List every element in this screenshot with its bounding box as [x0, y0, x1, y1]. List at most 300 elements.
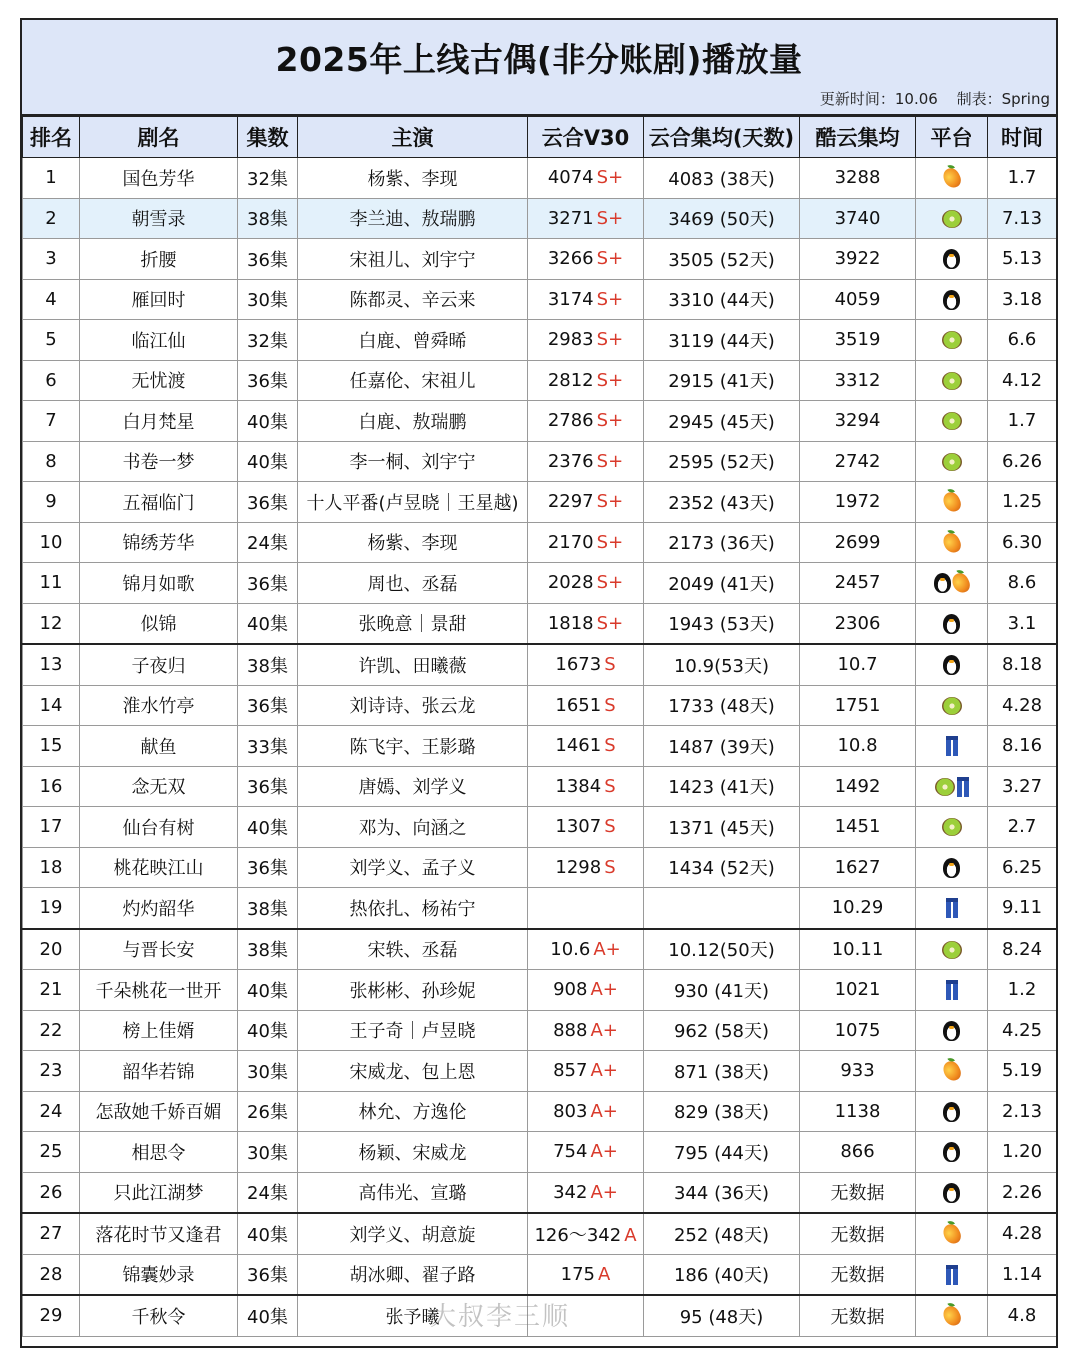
platform-icons	[943, 655, 960, 675]
episodes-cell: 38集	[238, 644, 298, 685]
table-row	[23, 522, 1057, 563]
cast-cell: 陈飞宇、王影璐	[298, 726, 528, 767]
platform-cell	[916, 1213, 988, 1254]
cast-cell: 白鹿、敖瑞鹏	[298, 401, 528, 442]
platform-icons	[942, 331, 962, 349]
grade-badge: S+	[596, 167, 624, 189]
v30-cell	[528, 1172, 644, 1213]
episodes-cell: 40集	[238, 441, 298, 482]
col-kuyun: 酷云集均	[800, 117, 916, 158]
grade-badge: S+	[596, 491, 624, 513]
date-cell: 1.25	[988, 482, 1057, 523]
platform-icons	[942, 412, 962, 430]
platform-cell	[916, 1172, 988, 1213]
title-cell: 白月梵星	[80, 401, 238, 442]
episodes-cell: 38集	[238, 929, 298, 970]
avg-cell: 829 (38天)	[644, 1091, 800, 1132]
table-row	[23, 441, 1057, 482]
rank-cell: 19	[23, 888, 80, 929]
episodes-cell: 38集	[238, 888, 298, 929]
grade-badge: S	[604, 694, 616, 716]
v30-value: 2812	[547, 369, 594, 391]
grade-badge: S+	[596, 207, 624, 229]
rank-cell: 9	[23, 482, 80, 523]
table-row	[23, 563, 1057, 604]
episodes-cell: 40集	[238, 1010, 298, 1051]
episodes-cell: 36集	[238, 482, 298, 523]
title-cell: 临江仙	[80, 320, 238, 361]
episodes-cell: 36集	[238, 847, 298, 888]
episodes-cell: 36集	[238, 766, 298, 807]
title-cell: 折腰	[80, 239, 238, 280]
cast-cell: 陈都灵、辛云来	[298, 279, 528, 320]
platform-cell	[916, 847, 988, 888]
v30-cell	[528, 158, 644, 199]
title-cell: 锦囊妙录	[80, 1254, 238, 1295]
grade-badge: S	[604, 735, 616, 757]
table-row	[23, 644, 1057, 685]
avg-cell: 795 (44天)	[644, 1132, 800, 1173]
date-cell: 8.6	[988, 563, 1057, 604]
date-cell: 1.7	[988, 158, 1057, 199]
kuyun-cell: 866	[800, 1132, 916, 1173]
platform-cell	[916, 441, 988, 482]
title-cell: 朝雪录	[80, 198, 238, 239]
platform-icons	[935, 777, 969, 797]
col-title: 剧名	[80, 117, 238, 158]
avg-cell: 930 (41天)	[644, 970, 800, 1011]
kuyun-cell: 1451	[800, 807, 916, 848]
platform-icons	[944, 1224, 960, 1244]
platform-cell	[916, 929, 988, 970]
v30-value: 2983	[547, 329, 594, 351]
sheet-title: 2025年上线古偶(非分账剧)播放量	[275, 40, 803, 79]
table-row	[23, 1010, 1057, 1051]
kuyun-cell: 2742	[800, 441, 916, 482]
avg-cell: 1434 (52天)	[644, 847, 800, 888]
grade-badge: S+	[596, 612, 624, 634]
cast-cell: 许凯、田曦薇	[298, 644, 528, 685]
v30-cell	[528, 766, 644, 807]
date-cell: 3.1	[988, 603, 1057, 644]
table-row	[23, 482, 1057, 523]
penguin-icon	[943, 1142, 960, 1162]
title-cell: 千秋令	[80, 1295, 238, 1336]
rank-cell: 16	[23, 766, 80, 807]
avg-cell: 871 (38天)	[644, 1051, 800, 1092]
grade-badge: A+	[590, 1181, 618, 1203]
platform-icons	[942, 941, 962, 959]
platform-icons	[946, 980, 958, 1000]
table-row	[23, 603, 1057, 644]
episodes-cell: 24集	[238, 1172, 298, 1213]
rank-cell: 4	[23, 279, 80, 320]
kuyun-cell: 无数据	[800, 1254, 916, 1295]
cast-cell: 张予曦	[298, 1295, 528, 1336]
v30-cell	[528, 888, 644, 929]
table-row	[23, 401, 1057, 442]
v30-cell	[528, 644, 644, 685]
platform-cell	[916, 766, 988, 807]
v30-cell	[528, 279, 644, 320]
rank-cell: 6	[23, 360, 80, 401]
date-cell: 1.2	[988, 970, 1057, 1011]
episodes-cell: 36集	[238, 685, 298, 726]
cast-cell: 李一桐、刘宇宁	[298, 441, 528, 482]
title-cell: 子夜归	[80, 644, 238, 685]
mango-icon	[940, 1059, 963, 1084]
kuyun-cell: 4059	[800, 279, 916, 320]
penguin-icon	[943, 858, 960, 878]
title-cell: 相思令	[80, 1132, 238, 1173]
title-cell: 韶华若锦	[80, 1051, 238, 1092]
rank-cell: 21	[23, 970, 80, 1011]
platform-cell	[916, 239, 988, 280]
cast-cell: 杨颖、宋威龙	[298, 1132, 528, 1173]
title-cell: 国色芳华	[80, 158, 238, 199]
kuyun-cell: 10.29	[800, 888, 916, 929]
grade-badge: S+	[596, 288, 624, 310]
v30-value: 1673	[555, 654, 602, 676]
avg-cell: 962 (58天)	[644, 1010, 800, 1051]
avg-cell: 2173 (36天)	[644, 522, 800, 563]
episodes-cell: 40集	[238, 1213, 298, 1254]
platform-cell	[916, 1051, 988, 1092]
kuyun-cell: 10.8	[800, 726, 916, 767]
rank-cell: 11	[23, 563, 80, 604]
platform-icons	[943, 614, 960, 634]
grade-badge: A+	[590, 1141, 618, 1163]
platform-cell	[916, 685, 988, 726]
table-row	[23, 685, 1057, 726]
cast-cell: 张彬彬、孙珍妮	[298, 970, 528, 1011]
kiwi-icon	[942, 697, 962, 715]
kuyun-cell: 无数据	[800, 1172, 916, 1213]
sheet-header	[22, 20, 1056, 116]
grade-badge: S	[604, 856, 616, 878]
grade-badge: S+	[596, 450, 624, 472]
mango-icon	[940, 1222, 963, 1247]
platform-cell	[916, 1010, 988, 1051]
v30-value: 754	[553, 1141, 588, 1163]
v30-cell	[528, 970, 644, 1011]
cast-cell: 杨紫、李现	[298, 522, 528, 563]
episodes-cell: 30集	[238, 279, 298, 320]
v30-cell	[528, 929, 644, 970]
date-cell: 4.25	[988, 1010, 1057, 1051]
platform-cell	[916, 158, 988, 199]
cast-cell: 任嘉伦、宋祖儿	[298, 360, 528, 401]
avg-cell: 1423 (41天)	[644, 766, 800, 807]
v30-value: 3266	[547, 248, 594, 270]
grade-badge: S+	[596, 329, 624, 351]
episodes-cell: 36集	[238, 360, 298, 401]
v30-value: 1461	[555, 735, 602, 757]
title-cell: 似锦	[80, 603, 238, 644]
platform-icons	[942, 210, 962, 228]
kuyun-cell: 3294	[800, 401, 916, 442]
grade-badge: A+	[590, 1100, 618, 1122]
platform-cell	[916, 644, 988, 685]
date-cell: 4.8	[988, 1295, 1057, 1336]
platform-cell	[916, 603, 988, 644]
cast-cell: 王子奇｜卢昱晓	[298, 1010, 528, 1051]
kuyun-cell: 10.7	[800, 644, 916, 685]
title-cell: 千朵桃花一世开	[80, 970, 238, 1011]
avg-cell: 3119 (44天)	[644, 320, 800, 361]
v30-cell	[528, 441, 644, 482]
platform-icons	[942, 453, 962, 471]
table-row	[23, 1254, 1057, 1295]
table-row	[23, 1172, 1057, 1213]
avg-cell: 252 (48天)	[644, 1213, 800, 1254]
grade-badge: S+	[596, 572, 624, 594]
update-time: 更新时间：10.06	[819, 90, 938, 108]
date-cell: 6.30	[988, 522, 1057, 563]
mango-icon	[950, 571, 973, 596]
mango-icon	[940, 530, 963, 555]
v30-value: 126～342	[534, 1224, 622, 1246]
avg-cell: 2352 (43天)	[644, 482, 800, 523]
platform-cell	[916, 970, 988, 1011]
v30-value: 2376	[547, 450, 594, 472]
date-cell: 3.18	[988, 279, 1057, 320]
rank-cell: 17	[23, 807, 80, 848]
table-row	[23, 1132, 1057, 1173]
kuyun-cell: 无数据	[800, 1213, 916, 1254]
date-cell: 6.25	[988, 847, 1057, 888]
title-cell: 仙台有树	[80, 807, 238, 848]
date-cell: 8.16	[988, 726, 1057, 767]
kuyun-cell: 3740	[800, 198, 916, 239]
platform-cell	[916, 1091, 988, 1132]
date-cell: 6.26	[988, 441, 1057, 482]
cast-cell: 刘学义、孟子义	[298, 847, 528, 888]
title-cell: 榜上佳婿	[80, 1010, 238, 1051]
episodes-cell: 26集	[238, 1091, 298, 1132]
grade-badge: A+	[590, 979, 618, 1001]
penguin-icon	[943, 614, 960, 634]
platform-cell	[916, 522, 988, 563]
table-row	[23, 279, 1057, 320]
rank-cell: 22	[23, 1010, 80, 1051]
v30-value: 888	[553, 1019, 588, 1041]
rank-cell: 3	[23, 239, 80, 280]
kuyun-cell: 1972	[800, 482, 916, 523]
grade-badge: A+	[593, 938, 621, 960]
cast-cell: 胡冰卿、翟子路	[298, 1254, 528, 1295]
table-row	[23, 158, 1057, 199]
kiwi-icon	[942, 453, 962, 471]
platform-icons	[942, 818, 962, 836]
kiwi-icon	[942, 412, 962, 430]
title-cell: 雁回时	[80, 279, 238, 320]
table-row	[23, 807, 1057, 848]
table-row	[23, 198, 1057, 239]
penguin-icon	[943, 290, 960, 310]
platform-icons	[946, 736, 958, 756]
table-row	[23, 726, 1057, 767]
platform-icons	[942, 697, 962, 715]
platform-cell	[916, 563, 988, 604]
penguin-icon	[943, 1183, 960, 1203]
grade-badge: S+	[596, 248, 624, 270]
date-cell: 4.28	[988, 685, 1057, 726]
kuyun-cell: 3519	[800, 320, 916, 361]
avg-cell: 186 (40天)	[644, 1254, 800, 1295]
title-cell: 五福临门	[80, 482, 238, 523]
v30-cell	[528, 1213, 644, 1254]
rank-cell: 1	[23, 158, 80, 199]
episodes-cell: 32集	[238, 158, 298, 199]
avg-cell: 2945 (45天)	[644, 401, 800, 442]
rank-cell: 28	[23, 1254, 80, 1295]
avg-cell: 3505 (52天)	[644, 239, 800, 280]
v30-value: 175	[560, 1263, 596, 1285]
ranking-sheet	[20, 18, 1058, 1348]
grade-badge: S	[604, 775, 616, 797]
penguin-icon	[943, 1021, 960, 1041]
rank-cell: 20	[23, 929, 80, 970]
mango-icon	[940, 166, 963, 191]
rank-cell: 14	[23, 685, 80, 726]
v30-cell	[528, 1051, 644, 1092]
v30-value: 803	[553, 1100, 588, 1122]
v30-value: 342	[553, 1181, 588, 1203]
rank-cell: 5	[23, 320, 80, 361]
rank-cell: 27	[23, 1213, 80, 1254]
grade-badge: S+	[596, 369, 624, 391]
platform-icons	[943, 858, 960, 878]
table-row	[23, 766, 1057, 807]
avg-cell: 2049 (41天)	[644, 563, 800, 604]
v30-value: 2786	[547, 410, 594, 432]
avg-cell: 1487 (39天)	[644, 726, 800, 767]
cast-cell: 张晚意｜景甜	[298, 603, 528, 644]
avg-cell: 1943 (53天)	[644, 603, 800, 644]
avg-cell: 10.9(53天)	[644, 644, 800, 685]
table-row	[23, 1091, 1057, 1132]
v30-value: 1384	[555, 775, 602, 797]
table-row	[23, 847, 1057, 888]
date-cell: 3.27	[988, 766, 1057, 807]
date-cell: 4.28	[988, 1213, 1057, 1254]
platform-icons	[944, 1061, 960, 1081]
episodes-cell: 24集	[238, 522, 298, 563]
penguin-icon	[943, 249, 960, 269]
kiwi-icon	[942, 372, 962, 390]
title-cell: 落花时节又逢君	[80, 1213, 238, 1254]
episodes-cell: 30集	[238, 1132, 298, 1173]
cast-cell: 宋威龙、包上恩	[298, 1051, 528, 1092]
rank-cell: 10	[23, 522, 80, 563]
kiwi-icon	[935, 778, 955, 796]
platform-cell	[916, 360, 988, 401]
avg-cell: 1733 (48天)	[644, 685, 800, 726]
table-row	[23, 929, 1057, 970]
kuyun-cell: 3288	[800, 158, 916, 199]
title-cell: 只此江湖梦	[80, 1172, 238, 1213]
date-cell: 1.14	[988, 1254, 1057, 1295]
avg-cell: 10.12(50天)	[644, 929, 800, 970]
platform-cell	[916, 279, 988, 320]
rank-cell: 2	[23, 198, 80, 239]
v30-value: 10.6	[550, 938, 591, 960]
date-cell: 4.12	[988, 360, 1057, 401]
col-platform: 平台	[916, 117, 988, 158]
grade-badge: A+	[590, 1060, 618, 1082]
cast-cell: 李兰迪、敖瑞鹏	[298, 198, 528, 239]
avg-cell: 344 (36天)	[644, 1172, 800, 1213]
col-date: 时间	[988, 117, 1057, 158]
ranking-table	[22, 116, 1057, 1337]
kiwi-icon	[942, 941, 962, 959]
platform-icons	[943, 1142, 960, 1162]
kuyun-cell: 3922	[800, 239, 916, 280]
kuyun-cell: 1075	[800, 1010, 916, 1051]
title-cell: 念无双	[80, 766, 238, 807]
platform-cell	[916, 401, 988, 442]
title-cell: 锦月如歌	[80, 563, 238, 604]
platform-cell	[916, 482, 988, 523]
title-cell: 书卷一梦	[80, 441, 238, 482]
avg-cell: 3310 (44天)	[644, 279, 800, 320]
table-row	[23, 970, 1057, 1011]
v30-value: 2028	[547, 572, 594, 594]
table-row	[23, 1213, 1057, 1254]
v30-cell	[528, 522, 644, 563]
platform-icons	[943, 1183, 960, 1203]
avg-cell: 1371 (45天)	[644, 807, 800, 848]
episodes-cell: 36集	[238, 1254, 298, 1295]
rank-cell: 24	[23, 1091, 80, 1132]
kiwi-icon	[942, 818, 962, 836]
sheet-meta	[806, 88, 1050, 109]
col-rank: 排名	[23, 117, 80, 158]
platform-icons	[944, 1306, 960, 1326]
cast-cell: 热依扎、杨祐宁	[298, 888, 528, 929]
title-cell: 献鱼	[80, 726, 238, 767]
episodes-cell: 36集	[238, 239, 298, 280]
date-cell: 2.13	[988, 1091, 1057, 1132]
kuyun-cell: 3312	[800, 360, 916, 401]
episodes-cell: 40集	[238, 807, 298, 848]
kuyun-cell: 933	[800, 1051, 916, 1092]
avg-cell: 2595 (52天)	[644, 441, 800, 482]
kuyun-cell: 1751	[800, 685, 916, 726]
title-cell: 桃花映江山	[80, 847, 238, 888]
platform-icons	[944, 492, 960, 512]
penguin-icon	[943, 655, 960, 675]
rank-cell: 7	[23, 401, 80, 442]
v30-value: 2170	[547, 531, 594, 553]
cast-cell: 十人平番(卢昱晓｜王星越)	[298, 482, 528, 523]
kuyun-cell: 2457	[800, 563, 916, 604]
episodes-cell: 40集	[238, 603, 298, 644]
avg-cell: 3469 (50天)	[644, 198, 800, 239]
col-avg: 云合集均(天数)	[644, 117, 800, 158]
v30-cell	[528, 847, 644, 888]
cast-cell: 刘学义、胡意旋	[298, 1213, 528, 1254]
cast-cell: 杨紫、李现	[298, 158, 528, 199]
platform-cell	[916, 1132, 988, 1173]
avg-cell: 2915 (41天)	[644, 360, 800, 401]
v30-cell	[528, 563, 644, 604]
v30-value: 4074	[547, 167, 594, 189]
rank-cell: 12	[23, 603, 80, 644]
kuyun-cell: 无数据	[800, 1295, 916, 1336]
v30-cell	[528, 482, 644, 523]
